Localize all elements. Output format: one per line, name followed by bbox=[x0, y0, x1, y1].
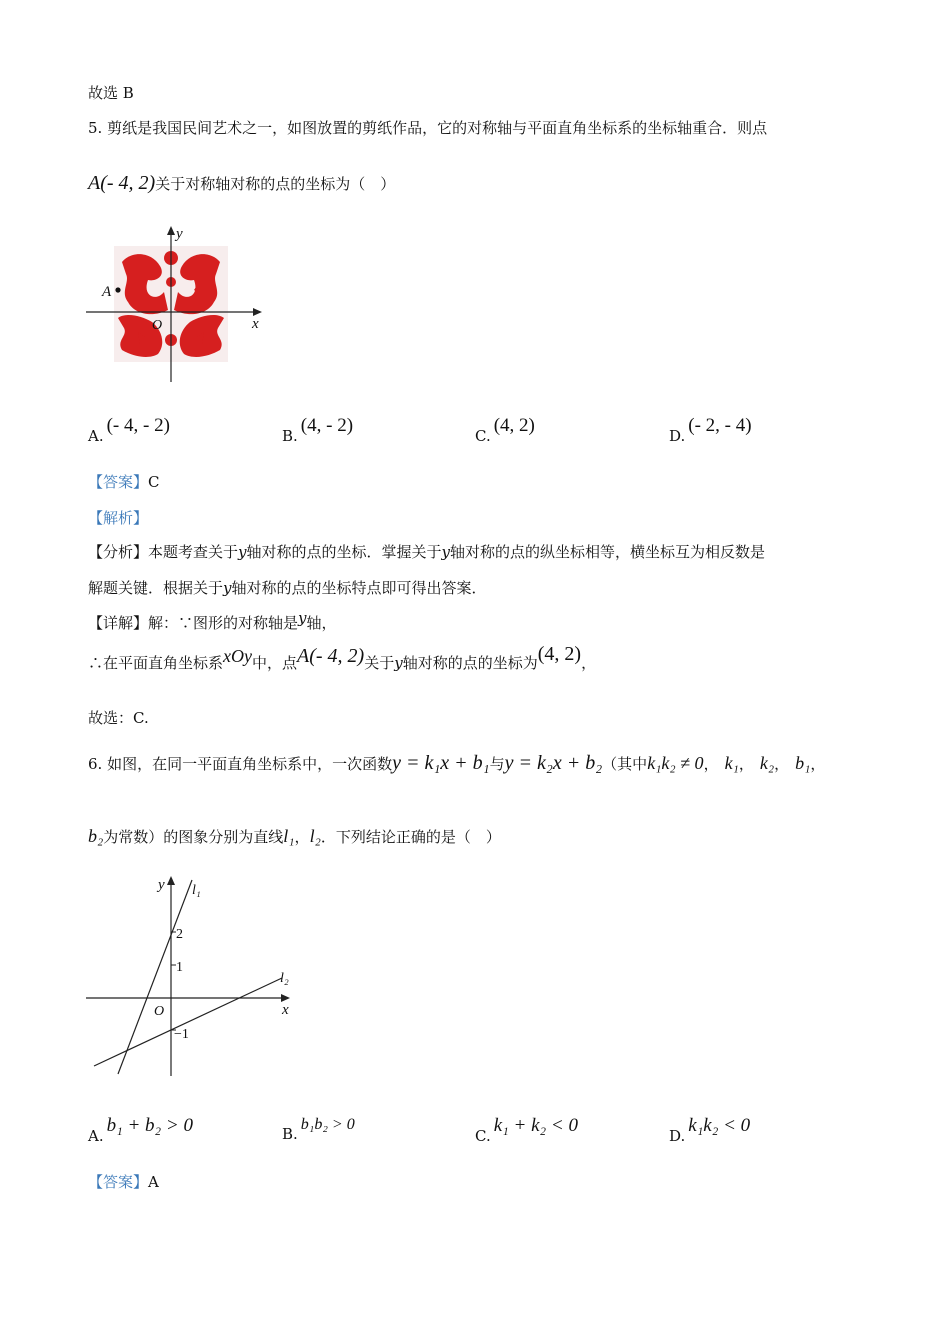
q5-detail-point: A(- 4, 2) bbox=[297, 645, 365, 667]
q5-detail-xoy: xOy bbox=[223, 646, 252, 666]
q5-option-a-label: A. bbox=[88, 427, 104, 445]
q5-option-d[interactable] bbox=[669, 415, 752, 447]
q6-option-a[interactable] bbox=[88, 1115, 193, 1147]
q5-stem-line2 bbox=[88, 172, 395, 195]
q6-stem-c: （其中 bbox=[602, 755, 648, 773]
q5-option-c-label: C. bbox=[475, 427, 491, 445]
q5-detail-2d: 轴对称的点的坐标为 bbox=[402, 654, 538, 672]
q5-fenxi-2b: 轴对称的点的坐标特点即可得出答案． bbox=[231, 579, 487, 597]
q5-stem-line2-text: 关于对称轴对称的点的坐标为（ ） bbox=[155, 175, 396, 193]
q5-fenxi-1b: 轴对称的点的坐标．掌握关于 bbox=[246, 543, 442, 561]
q6-line2-c: ．下列结论正确的是（ ） bbox=[320, 828, 501, 846]
q6-stem-a: 6. 如图，在同一平面直角坐标系中，一次函数 bbox=[88, 755, 393, 773]
q6-answer-line bbox=[88, 1171, 159, 1192]
q6-option-b-label: B. bbox=[282, 1125, 298, 1143]
q5-detail-y2: y bbox=[394, 654, 403, 672]
q6-vars1: k₁ bbox=[724, 753, 739, 773]
q6-option-a-label: A. bbox=[88, 1127, 104, 1145]
q6-option-b[interactable] bbox=[282, 1116, 355, 1144]
q5-detail-2e: ， bbox=[581, 654, 597, 672]
q5-a-label: A bbox=[102, 284, 112, 300]
q6-stem-line1 bbox=[88, 752, 825, 775]
q5-detail-line1 bbox=[88, 609, 337, 633]
q5-figure bbox=[82, 222, 272, 387]
q5-option-b[interactable] bbox=[282, 415, 354, 447]
q6-stem-f: ， bbox=[774, 755, 790, 773]
q5-detail-2a: ∴在平面直角坐标系 bbox=[88, 654, 224, 672]
q5-conclusion: 故选：C. bbox=[88, 709, 149, 727]
q5-analysis-tag: 【解析】 bbox=[88, 509, 149, 527]
q5-fenxi-line2 bbox=[88, 577, 487, 598]
q6-option-d-label: D. bbox=[669, 1127, 686, 1145]
q6-stem-d: ， bbox=[703, 755, 719, 773]
q6-stem-g: ， bbox=[810, 755, 826, 773]
q5-option-a[interactable] bbox=[88, 415, 170, 447]
q5-fenxi-1c: 轴对称的点的纵坐标相等，横坐标互为相反数是 bbox=[450, 543, 766, 561]
q6-l2-label: l₂ bbox=[280, 971, 289, 986]
q6-f2: y = k₂x + b₂ bbox=[504, 752, 603, 774]
q6-o-label: O bbox=[154, 1004, 165, 1019]
q6-option-d[interactable] bbox=[669, 1115, 751, 1147]
q5-fenxi-y2: y bbox=[441, 543, 451, 561]
q6-line-l2 bbox=[94, 978, 282, 1066]
q5-fenxi-y1: y bbox=[238, 543, 247, 561]
q5-detail-2b: 中，点 bbox=[252, 654, 298, 672]
q5-option-d-label: D. bbox=[669, 427, 686, 445]
q5-detail-2c: 关于 bbox=[364, 654, 395, 672]
q5-fenxi-line1 bbox=[88, 541, 765, 562]
q6-vars3: b₁ bbox=[795, 753, 811, 773]
q6-answer: A bbox=[148, 1173, 159, 1191]
q5-answer: C bbox=[148, 473, 160, 491]
q6-line-l1 bbox=[118, 880, 192, 1074]
q5-o-label: O bbox=[152, 318, 163, 333]
q6-line2-a: 为常数）的图象分别为直线 bbox=[103, 828, 284, 846]
q6-stem-line2 bbox=[88, 826, 501, 847]
q6-tick-label-1: 1 bbox=[176, 960, 183, 975]
q6-line2-b: ， bbox=[294, 828, 310, 846]
q5-y-arrow-icon bbox=[167, 226, 175, 235]
q5-stem-line1: 5. 剪纸是我国民间艺术之一，如图放置的剪纸作品，它的对称轴与平面直角坐标系的坐标轴重合．则点 bbox=[88, 119, 768, 137]
q5-detail-1a: 解：∵图形的对称轴是 bbox=[148, 614, 299, 632]
q5-answer-tag: 【答案】 bbox=[88, 473, 149, 491]
q5-option-b-label: B. bbox=[282, 427, 298, 445]
q5-fenxi-tag: 【分析】 bbox=[88, 543, 149, 561]
q5-x-arrow-icon bbox=[253, 308, 262, 316]
q6-stem-e: ， bbox=[738, 755, 754, 773]
q5-option-a-value: (- 4, - 2) bbox=[106, 415, 170, 436]
q6-vars2: k₂ bbox=[759, 753, 775, 773]
q6-y-label: y bbox=[158, 877, 165, 893]
q5-option-c-value: (4, 2) bbox=[493, 415, 535, 436]
q6-figure bbox=[82, 872, 312, 1082]
q6-option-b-value: b₁b₂ > 0 bbox=[300, 1116, 355, 1133]
q5-option-d-value: (- 2, - 4) bbox=[688, 415, 752, 436]
q5-fenxi-2a: 解题关键．根据关于 bbox=[88, 579, 224, 597]
q6-option-c-value: k₁ + k₂ < 0 bbox=[493, 1115, 578, 1136]
q6-line2-var: b₂ bbox=[88, 826, 104, 846]
q5-fenxi-y3: y bbox=[223, 579, 232, 597]
q6-option-c[interactable] bbox=[475, 1115, 578, 1147]
q6-tick-label-2: 2 bbox=[176, 927, 183, 942]
q5-detail-line2 bbox=[88, 643, 597, 674]
q5-detail-1b: 轴， bbox=[306, 614, 337, 632]
q6-l2: l₂ bbox=[309, 826, 321, 846]
q6-cond: k₁k₂ ≠ 0 bbox=[647, 753, 704, 773]
prev-conclusion: 故选 B bbox=[88, 84, 134, 102]
q6-l1: l₁ bbox=[283, 826, 295, 846]
q6-option-a-value: b₁ + b₂ > 0 bbox=[106, 1115, 193, 1136]
q6-tick-label-m1: −1 bbox=[174, 1027, 189, 1042]
q6-x-arrow-icon bbox=[281, 994, 290, 1002]
q6-stem-b: 与 bbox=[489, 755, 505, 773]
q5-fenxi-1a: 本题考查关于 bbox=[148, 543, 239, 561]
q5-point-a-dot bbox=[115, 287, 120, 292]
q5-y-label: y bbox=[176, 226, 183, 242]
q5-answer-line bbox=[88, 471, 160, 492]
q6-option-d-value: k₁k₂ < 0 bbox=[688, 1115, 751, 1136]
q5-detail-result: (4, 2) bbox=[537, 643, 582, 665]
q6-y-arrow-icon bbox=[167, 876, 175, 885]
q6-x-label: x bbox=[282, 1002, 289, 1018]
q5-x-label: x bbox=[252, 316, 259, 332]
q5-option-c[interactable] bbox=[475, 415, 535, 447]
q6-l1-label: l₁ bbox=[192, 883, 201, 898]
q6-option-c-label: C. bbox=[475, 1127, 491, 1145]
q5-detail-y: y bbox=[298, 609, 307, 627]
q5-point: A(- 4, 2) bbox=[88, 172, 156, 194]
q6-f1: y = k₁x + b₁ bbox=[392, 752, 490, 774]
q6-answer-tag: 【答案】 bbox=[88, 1173, 149, 1191]
q5-option-b-value: (4, - 2) bbox=[300, 415, 354, 436]
q5-detail-tag: 【详解】 bbox=[88, 614, 149, 632]
